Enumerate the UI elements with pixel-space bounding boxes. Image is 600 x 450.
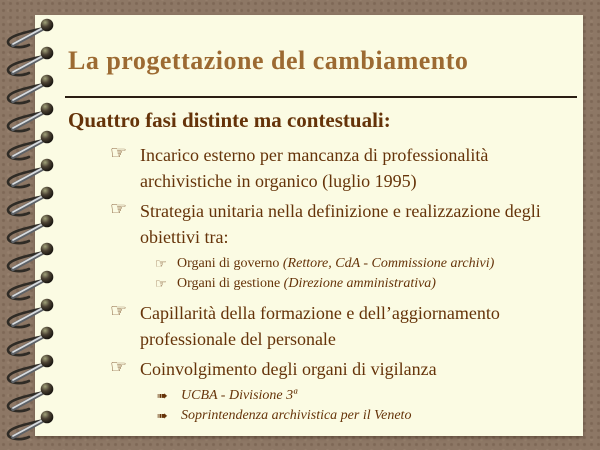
arrow-bullet-text: UCBA - Divisione 3ª: [181, 388, 297, 403]
sub-bullet-text-italic: (Direzione amministrativa): [283, 276, 436, 291]
slide-title: La progettazione del cambiamento: [68, 46, 469, 75]
arrow-bullet-icon: ➠: [157, 408, 168, 423]
slide-subtitle: Quattro fasi distinte ma contestuali:: [68, 108, 391, 132]
sub-bullet-text-italic: (Rettore, CdA - Commissione archivi): [282, 256, 495, 271]
sub-bullet-text: [177, 254, 577, 274]
bullet-text: Coinvolgimento degli organi di vigilanza: [140, 359, 437, 379]
bullet-item-2: [110, 198, 577, 250]
sub-bullet-item-2: [155, 274, 577, 294]
slide-content: [35, 15, 583, 436]
sub-bullet-text-plain: Organi di gestione: [177, 276, 284, 291]
bullet-item-3: [110, 300, 577, 352]
sub-bullet-list: [68, 254, 577, 294]
sub-bullet-list-arrows: [68, 386, 577, 426]
sub-bullet-text: [177, 274, 577, 294]
bullet-text: Incarico esterno per mancanza di professionalità archivistiche in organico (luglio 1995): [140, 145, 489, 191]
arrow-bullet-item-1: [157, 386, 577, 406]
divider-rule: [65, 96, 577, 98]
bullet-list: [68, 142, 577, 426]
bullet-item-1: [110, 142, 577, 194]
arrow-bullet-text: Soprintendenza archivistica per il Veneto: [181, 408, 412, 423]
hand-bullet-icon: ☞: [110, 199, 128, 220]
bullet-text: Capillarità della formazione e dell’aggiornamento professionale del personale: [140, 303, 500, 349]
slide-paper: [35, 15, 583, 436]
hand-bullet-icon: ☞: [110, 357, 128, 378]
arrow-bullet-item-2: [157, 406, 577, 426]
bullet-text: Strategia unitaria nella definizione e realizzazione degli obiettivi tra:: [140, 201, 541, 247]
hand-bullet-icon: ☞: [110, 143, 128, 164]
hand-bullet-icon: ☞: [110, 301, 128, 322]
arrow-bullet-icon: ➠: [157, 388, 168, 403]
sub-bullet-text-plain: Organi di governo: [177, 256, 283, 271]
hand-bullet-icon: ☞: [155, 256, 167, 271]
spiral-binding: [0, 0, 64, 450]
bullet-item-4: [110, 356, 577, 382]
sub-bullet-item-1: [155, 254, 577, 274]
hand-bullet-icon: ☞: [155, 276, 167, 291]
